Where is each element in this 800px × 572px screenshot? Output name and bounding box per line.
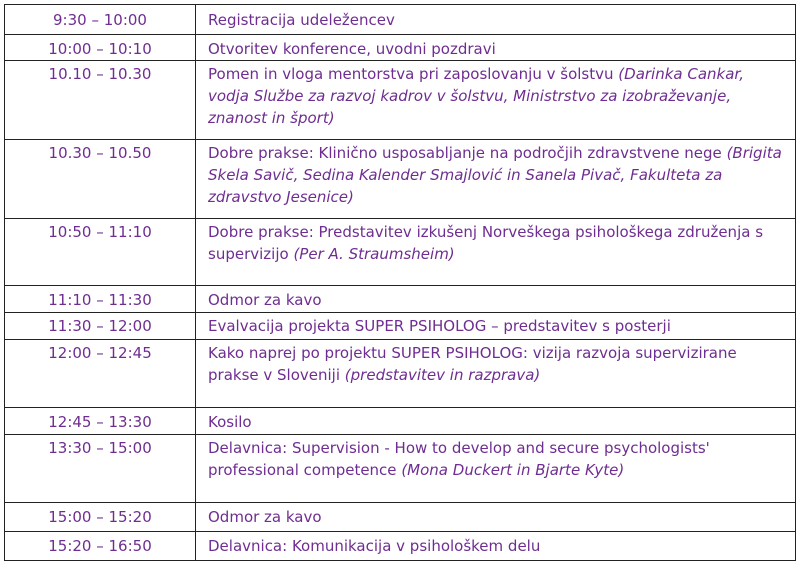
session-title: Dobre prakse: Klinično usposabljanje na področjih zdravstvene nege xyxy=(208,144,722,162)
session-cell xyxy=(196,503,796,532)
session-cell xyxy=(196,532,796,561)
session-speakers: (Mona Duckert in Bjarte Kyte) xyxy=(401,461,625,479)
time-cell xyxy=(5,61,196,140)
time-text: 15:00 – 15:20 xyxy=(48,508,152,526)
session-speakers: (Brigita Skela Savič, Sedina Kalender Smajlović in Sanela Pivač, Fakulteta za zdravstvo Jesenice) xyxy=(208,144,782,206)
session-title: Otvoritev konference, uvodni pozdravi xyxy=(208,40,496,58)
session-cell xyxy=(196,408,796,435)
session-cell xyxy=(196,286,796,313)
time-cell xyxy=(5,435,196,503)
time-text: 10:50 – 11:10 xyxy=(48,223,152,241)
time-cell xyxy=(5,532,196,561)
time-text: 10.30 – 10.50 xyxy=(48,144,152,162)
table-row xyxy=(5,61,796,140)
time-cell xyxy=(5,340,196,408)
session-title: Odmor za kavo xyxy=(208,291,322,309)
table-row xyxy=(5,140,796,219)
time-text: 15:20 – 16:50 xyxy=(48,537,152,555)
session-cell xyxy=(196,61,796,140)
time-text: 9:30 – 10:00 xyxy=(53,11,147,29)
session-cell xyxy=(196,35,796,61)
session-title: Evalvacija projekta SUPER PSIHOLOG – predstavitev s posterji xyxy=(208,317,671,335)
time-cell xyxy=(5,35,196,61)
session-title: Registracija udeležencev xyxy=(208,11,395,29)
session-cell xyxy=(196,435,796,503)
time-cell xyxy=(5,5,196,35)
session-title: Odmor za kavo xyxy=(208,508,322,526)
session-speakers: (Per A. Straumsheim) xyxy=(293,245,455,263)
table-row xyxy=(5,219,796,286)
session-cell xyxy=(196,340,796,408)
time-cell xyxy=(5,286,196,313)
schedule-table xyxy=(4,4,796,561)
table-row xyxy=(5,532,796,561)
time-cell xyxy=(5,313,196,340)
session-title: Delavnica: Supervision - How to develop and secure psychologists' professional competence xyxy=(208,439,710,479)
session-cell xyxy=(196,5,796,35)
session-title: Delavnica: Komunikacija v psihološkem delu xyxy=(208,537,541,555)
session-title: Dobre prakse: Predstavitev izkušenj Norveškega psihološkega združenja s supervizijo xyxy=(208,223,764,263)
session-speakers: (predstavitev in razprava) xyxy=(344,366,541,384)
session-title: Kosilo xyxy=(208,413,252,431)
table-row xyxy=(5,5,796,35)
time-text: 10:00 – 10:10 xyxy=(48,40,152,58)
time-text: 12:00 – 12:45 xyxy=(48,344,152,362)
table-row xyxy=(5,313,796,340)
table-row xyxy=(5,435,796,503)
session-cell xyxy=(196,313,796,340)
session-title: Pomen in vloga mentorstva pri zaposlovanju v šolstvu xyxy=(208,65,614,83)
table-row xyxy=(5,286,796,313)
time-text: 13:30 – 15:00 xyxy=(48,439,152,457)
time-cell xyxy=(5,219,196,286)
session-title: Kako naprej po projektu SUPER PSIHOLOG: vizija razvoja supervizirane prakse v Sloveniji xyxy=(208,344,737,384)
session-speakers: (Darinka Cankar, vodja Službe za razvoj kadrov v šolstvu, Ministrstvo za izobraževanje, znanost in šport) xyxy=(208,65,744,127)
session-cell xyxy=(196,140,796,219)
session-cell xyxy=(196,219,796,286)
table-row xyxy=(5,340,796,408)
time-cell xyxy=(5,503,196,532)
time-cell xyxy=(5,408,196,435)
time-text: 11:30 – 12:00 xyxy=(48,317,152,335)
time-text: 11:10 – 11:30 xyxy=(48,291,152,309)
time-text: 10.10 – 10.30 xyxy=(48,65,152,83)
table-row xyxy=(5,408,796,435)
table-row xyxy=(5,503,796,532)
table-row xyxy=(5,35,796,61)
time-text: 12:45 – 13:30 xyxy=(48,413,152,431)
time-cell xyxy=(5,140,196,219)
